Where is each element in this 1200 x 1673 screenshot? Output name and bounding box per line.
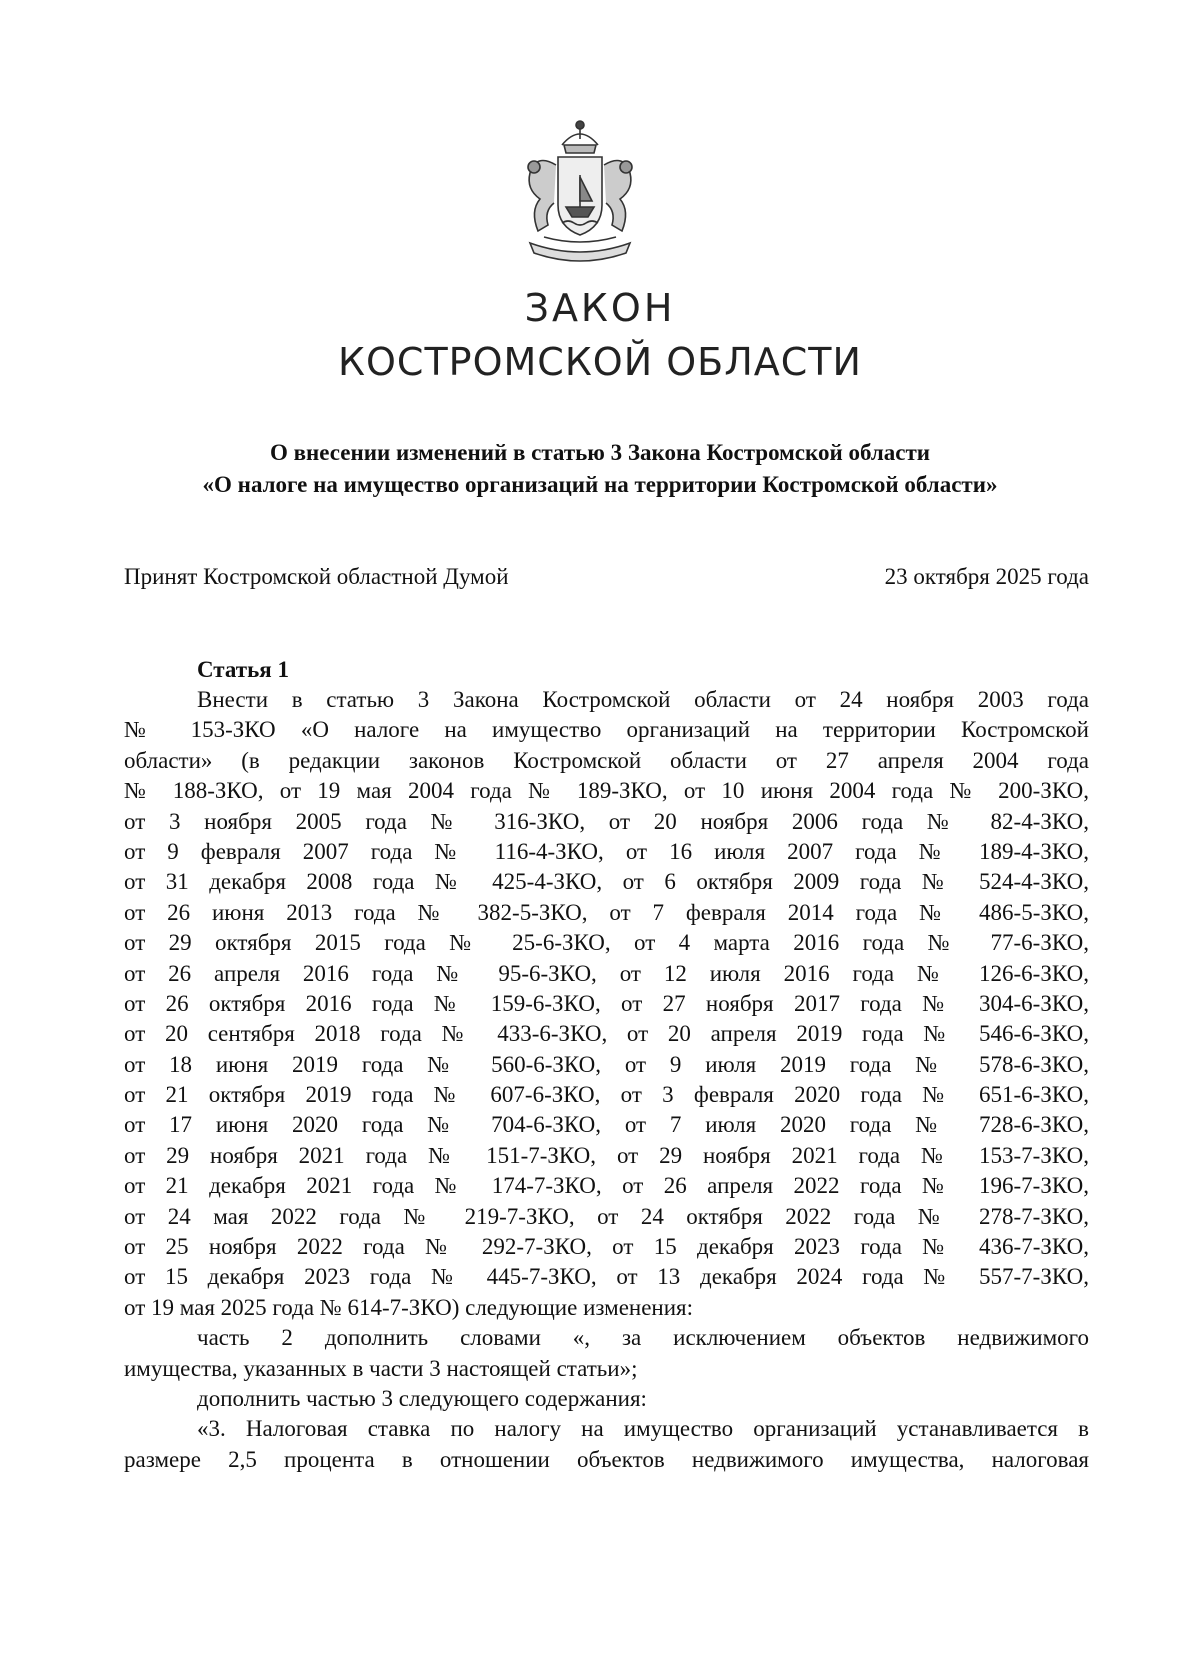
body-line: дополнить частью 3 следующего содержания: bbox=[197, 1385, 647, 1411]
body-line: от 25 ноября 2022 года № 292-7-ЗКО, от 15 декабря 2023 года № 436-7-ЗКО, bbox=[124, 1234, 1089, 1260]
body-line: Внести в статью 3 Закона Костромской области от 24 ноября 2003 года bbox=[197, 687, 1089, 712]
body-line: «3. Налоговая ставка по налогу на имущество организаций устанавливается в bbox=[197, 1416, 1089, 1442]
adoption-date: 23 октября 2025 года bbox=[884, 564, 1089, 589]
body-line: № 153-ЗКО «О налоге на имущество организаций на территории Костромской bbox=[124, 717, 1089, 743]
body-line: от 21 декабря 2021 года № 174-7-ЗКО, от 26 апреля 2022 года № 196-7-ЗКО, bbox=[124, 1173, 1089, 1199]
body-line: размере 2,5 процента в отношении объектов недвижимого имущества, налоговая bbox=[124, 1446, 1089, 1472]
body-line: от 26 октября 2016 года № 159-6-ЗКО, от 27 ноября 2017 года № 304-6-ЗКО, bbox=[124, 990, 1089, 1016]
body-line: № 188-ЗКО, от 19 мая 2004 года № 189-ЗКО, от 10 июня 2004 года № 200-ЗКО, bbox=[124, 778, 1089, 804]
body-line: от 29 ноября 2021 года № 151-7-ЗКО, от 29 ноября 2021 года № 153-7-ЗКО, bbox=[124, 1142, 1089, 1168]
body-line: от 18 июня 2019 года № 560-6-ЗКО, от 9 июля 2019 года № 578-6-ЗКО, bbox=[124, 1051, 1089, 1077]
body-line: от 24 мая 2022 года № 219-7-ЗКО, от 24 октября 2022 года № 278-7-ЗКО, bbox=[124, 1203, 1089, 1229]
body-line: от 31 декабря 2008 года № 425-4-ЗКО, от 6 октября 2009 года № 524-4-ЗКО, bbox=[124, 869, 1089, 895]
adopted-by: Принят Костромской областной Думой bbox=[124, 564, 509, 589]
coat-of-arms-icon bbox=[500, 115, 660, 270]
body-line: от 20 сентября 2018 года № 433-6-ЗКО, от 20 апреля 2019 года № 546-6-ЗКО, bbox=[124, 1021, 1089, 1047]
law-title-line2: КОСТРОМСКОЙ ОБЛАСТИ bbox=[338, 340, 862, 384]
body-line: от 29 октября 2015 года № 25-6-ЗКО, от 4 марта 2016 года № 77-6-ЗКО, bbox=[124, 930, 1089, 956]
article-body bbox=[124, 685, 1089, 1475]
body-line: от 9 февраля 2007 года № 116-4-ЗКО, от 16 июля 2007 года № 189-4-ЗКО, bbox=[124, 838, 1089, 864]
law-title-line1: ЗАКОН bbox=[524, 286, 676, 330]
body-line: от 19 мая 2025 года № 614-7-ЗКО) следующие изменения: bbox=[124, 1294, 694, 1320]
body-line: области» (в редакции законов Костромской области от 27 апреля 2004 года bbox=[124, 747, 1089, 773]
body-line: от 17 июня 2020 года № 704-6-ЗКО, от 7 июля 2020 года № 728-6-ЗКО, bbox=[124, 1112, 1089, 1138]
body-line: от 26 июня 2013 года № 382-5-ЗКО, от 7 февраля 2014 года № 486-5-ЗКО, bbox=[124, 899, 1089, 925]
body-line: от 26 апреля 2016 года № 95-6-ЗКО, от 12 июля 2016 года № 126-6-ЗКО, bbox=[124, 960, 1089, 986]
law-subject-line2: «О налоге на имущество организаций на территории Костромской области» bbox=[202, 472, 998, 497]
body-line: от 21 октября 2019 года № 607-6-ЗКО, от 3 февраля 2020 года № 651-6-ЗКО, bbox=[124, 1082, 1089, 1108]
body-line: имущества, указанных в части 3 настоящей статьи»; bbox=[124, 1355, 638, 1381]
body-line: от 3 ноября 2005 года № 316-ЗКО, от 20 ноября 2006 года № 82-4-ЗКО, bbox=[124, 808, 1089, 834]
law-subject-line1: О внесении изменений в статью 3 Закона Костромской области bbox=[269, 440, 931, 465]
article-heading: Статья 1 bbox=[197, 657, 289, 682]
body-line: от 15 декабря 2023 года № 445-7-ЗКО, от 13 декабря 2024 года № 557-7-ЗКО, bbox=[124, 1264, 1089, 1290]
body-line: часть 2 дополнить словами «, за исключением объектов недвижимого bbox=[197, 1325, 1089, 1351]
